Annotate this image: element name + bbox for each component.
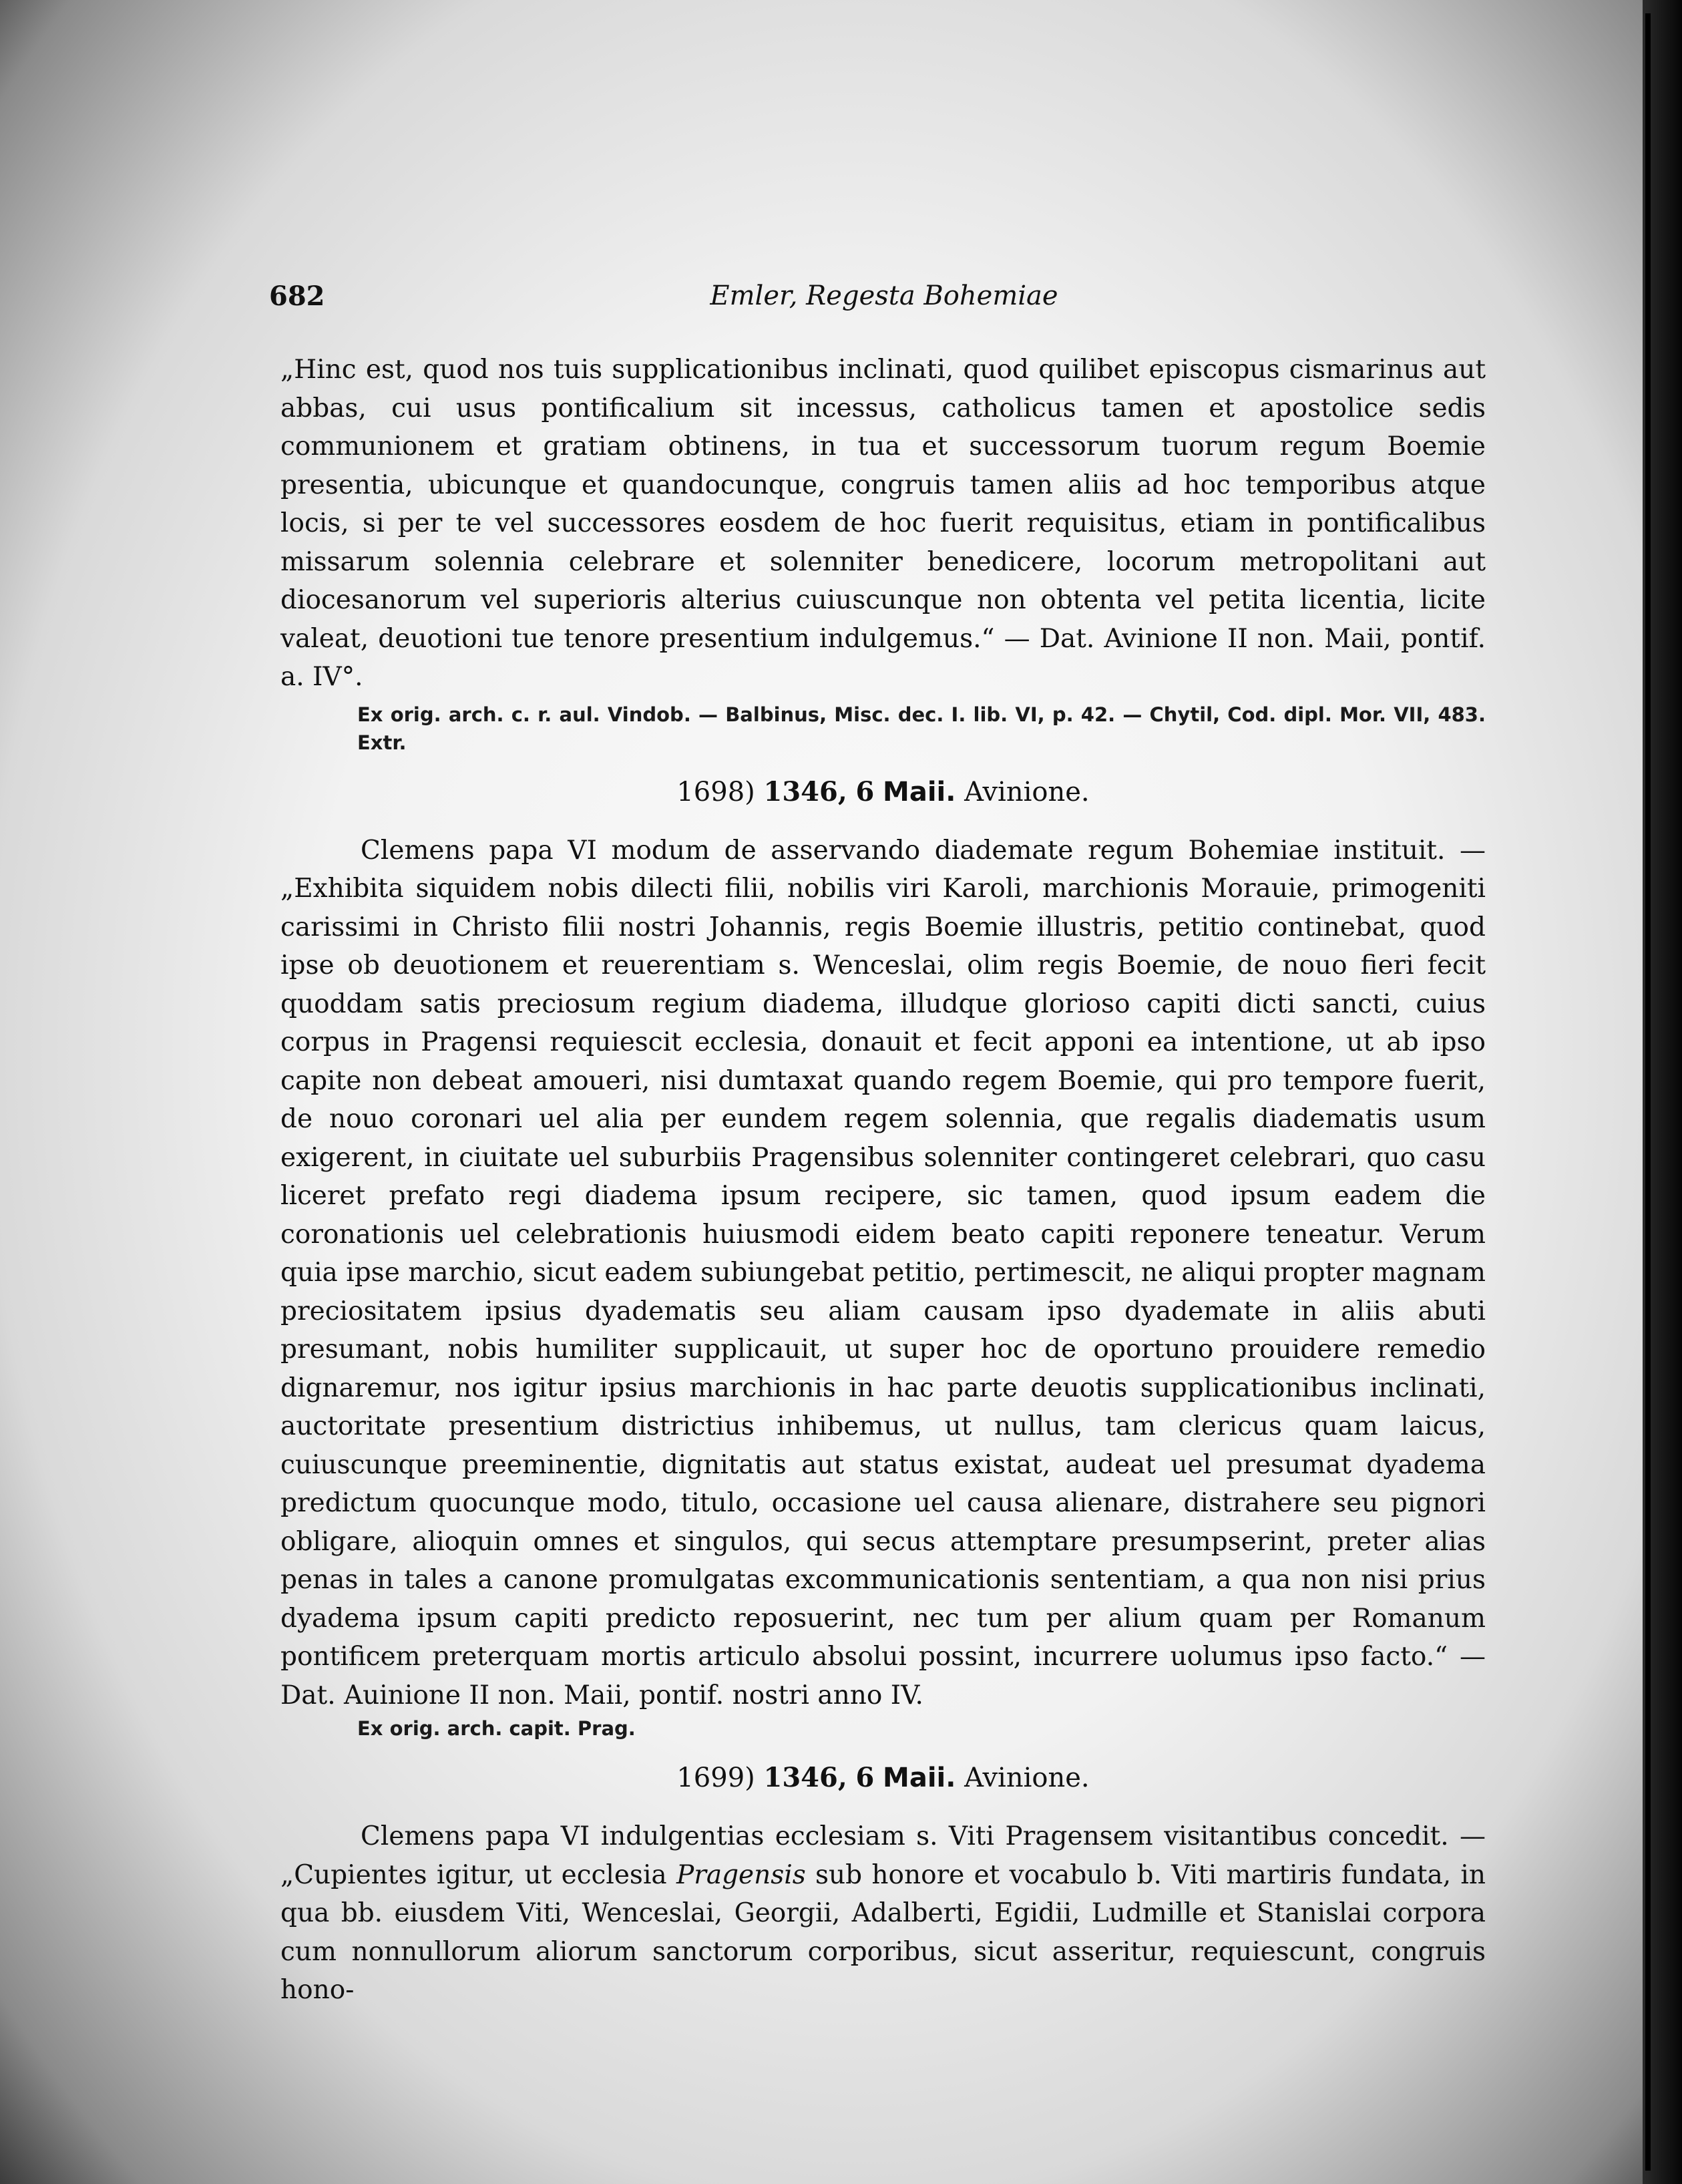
continuation-text: „Hinc est, quod nos tuis supplicationibus inclinati, quod quilibet episcopus cismarinus aut abbas, cui usus pontificalium sit incessus, catholicus tamen et apostolice sedis communionem et gratiam obtinens, in tua et successorum tuorum regum Boemie presentia, ubicunque et quandocunque, congruis tamen aliis ad hoc temporibus atque locis, si per te vel successores eosdem de hoc fuerit requisitus, etiam in pontificalibus missarum solennia celebrare et solenniter benedicere, locorum metropolitani aut diocesanorum vel superioris alterius cuiuscunque non obtenta vel petita licentia, licite valeat, deuotioni tue tenore presentium indulgemus.“ — Dat. Avinione II non. Maii, pontif. a. IV°. <box>280 355 1486 692</box>
entry-text-part2: sub honore et vocabulo b. Viti martiris fundata, in qua bb. eiusdem Viti, Wenceslai, Georgii, Adalberti, Egidii, Ludmille et Stanislai corpora cum nonnullorum aliorum sanctorum corporibus, sicut asseritur, requiescunt, congruis hono- <box>280 1859 1486 2005</box>
entry-text-italic: Pragensis <box>676 1859 806 1890</box>
entry-year: 1346, <box>763 775 847 807</box>
entry-month: Maii. <box>883 776 956 807</box>
entry-month: Maii. <box>883 1763 956 1793</box>
entry-1698-source: Ex orig. arch. capit. Prag. <box>357 1717 636 1740</box>
page-body <box>280 351 1486 2010</box>
entry-1699-body <box>280 1817 1486 2010</box>
entry-place: Avinione. <box>964 776 1090 807</box>
entry-place: Avinione. <box>964 1763 1090 1793</box>
scan-edge-line <box>1645 13 1651 2171</box>
entry-day: 6 <box>855 1762 875 1793</box>
entry-1699-heading <box>280 1759 1486 1797</box>
entry-text-part1: „Cupientes igitur, ut ecclesia <box>280 1859 667 1890</box>
entry-summary: Clemens papa VI indulgentias ecclesiam s. Viti Pragensem visitantibus concedit. — <box>361 1821 1486 1851</box>
page-number: 682 <box>269 281 325 312</box>
page-header <box>269 281 1499 321</box>
entry-text: „Exhibita siquidem nobis dilecti filii, nobilis viri Karoli, marchionis Morauie, primogeniti carissimi in Christo filii nostri Johannis, regis Boemie illustris, petitio continebat, quod ipse ob deuotionem et reuerentiam s. Wenceslai, olim regis Boemie, de nouo fieri fecit quoddam satis preciosum regium diadema, illudque glorioso capiti dicti sancti, cuius corpus in Pragensi requiescit ecclesia, donauit et fecit apponi ea intentione, ut ab ipso capite non debeat amoueri, nisi dumtaxat quando regem Boemie, qui pro tempore fuerit, de nouo coronari uel alia per eundem regem solennia, que regalis diadematis usum exigerent, in ciuitate uel suburbiis Pragensibus solenniter contingeret celebrari, quo casu liceret prefato regi diadema ipsum recipere, sic tamen, quod ipsum eadem die coronationis uel celebrationis huiusmodi eidem beato capiti reponere teneatur. Verum quia ipse marchio, sicut eadem subiungebat petitio, pertimescit, ne aliqui propter magnam preciositatem ipsius dyadematis seu aliam causam ipso dyademate in aliis abuti presumant, nobis humiliter supplicauit, ut super hoc de oportuno prouidere remedio dignaremur, nos igitur ipsius marchionis in hac parte deuotis supplicationibus inclinati, auctoritate presentium districtius inhibemus, ut nullus, tam clericus quam laicus, cuiuscunque preeminentie, dignitatis aut status existat, audeat uel presumat dyadema predictum quocunque modo, titulo, occasione uel causa alienare, distrahere seu pignori obligare, alioquin omnes et singulos, qui secus attemptare presumpserint, preter alias penas in tales a canone promulgatas excommunicationis sententiam, a qua non nisi prius dyadema ipsum capiti predicto reposuerint, nec tum per alium quam per Romanum pontificem preterquam mortis articulo absolui possint, incurrere uolumus ipso facto.“ — Dat. Auinione II non. Maii, pontif. nostri anno IV. <box>280 874 1486 1710</box>
entry-number: 1699) <box>676 1763 755 1793</box>
entry-number: 1698) <box>676 776 755 807</box>
entry-1698-body <box>280 832 1486 1715</box>
entry-day: 6 <box>855 775 875 807</box>
entry-summary: Clemens papa VI modum de asservando diademate regum Bohemiae instituit. — <box>361 835 1486 866</box>
continuation-source: Ex orig. arch. c. r. aul. Vindob. — Balbinus, Misc. dec. I. lib. VI, p. 42. — Chytil, Cod. dipl. Mor. VII, 483. Extr. <box>357 703 1486 754</box>
entry-year: 1346, <box>763 1762 847 1793</box>
running-title: Emler, Regesta Bohemiae <box>710 281 1058 311</box>
entry-1698-heading <box>280 773 1486 811</box>
